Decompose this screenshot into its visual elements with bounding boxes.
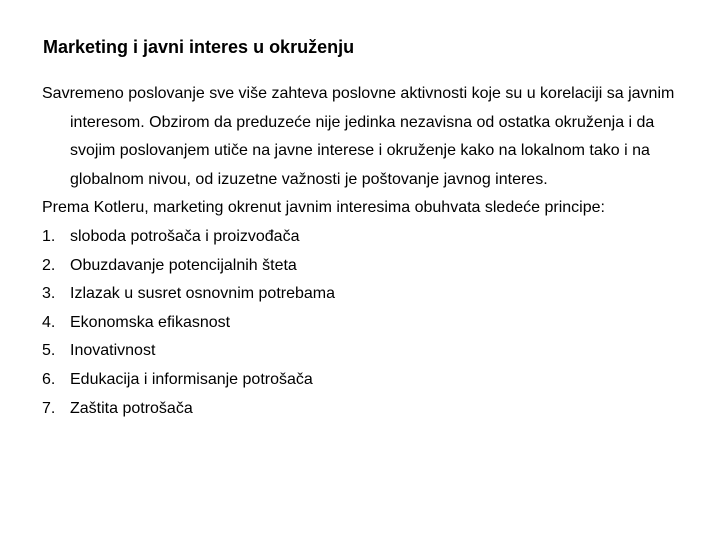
list-item-number: 1. xyxy=(42,227,56,245)
principles-intro: Prema Kotleru, marketing okrenut javnim interesima obuhvata sledeće principe: xyxy=(42,199,605,217)
list-item-number: 4. xyxy=(42,313,56,331)
list-item-text: Zaštita potrošača xyxy=(70,399,193,417)
list-item-text: Obuzdavanje potencijalnih šteta xyxy=(70,256,297,274)
list-item xyxy=(42,395,682,424)
list-item xyxy=(42,337,682,366)
list-item xyxy=(42,309,682,338)
list-item-text: Inovativnost xyxy=(70,342,156,360)
list-item-number: 7. xyxy=(42,399,56,417)
list-item xyxy=(42,223,682,252)
list-item xyxy=(42,280,682,309)
list-item xyxy=(42,252,682,281)
list-item-text: Ekonomska efikasnost xyxy=(70,313,231,331)
list-item-text: Edukacija i informisanje potrošača xyxy=(70,370,313,388)
list-item-number: 6. xyxy=(42,370,56,388)
slide-title: Marketing i javni interes u okruženju xyxy=(43,37,355,57)
list-item-number: 5. xyxy=(42,342,56,360)
slide-body xyxy=(42,80,682,423)
list-item-number: 2. xyxy=(42,256,56,274)
list-item-number: 3. xyxy=(42,285,56,303)
list-item-text: Izlazak u susret osnovnim potrebama xyxy=(70,285,336,303)
principles-list xyxy=(42,223,682,423)
intro-paragraph: Savremeno poslovanje sve više zahteva poslovne aktivnosti koje su u korelaciji sa javnim interesom. Obzirom da preduzeće nije jedinka nezavisna od ostatka okruženja i da svojim poslovanjem utiče na javne interese i okruženje kako na lokalnom tako i na globalnom nivou, od izuzetne važnosti je poštovanje javnog interes. xyxy=(42,85,675,188)
list-item-text: sloboda potrošača i proizvođača xyxy=(70,227,300,245)
list-item xyxy=(42,366,682,395)
